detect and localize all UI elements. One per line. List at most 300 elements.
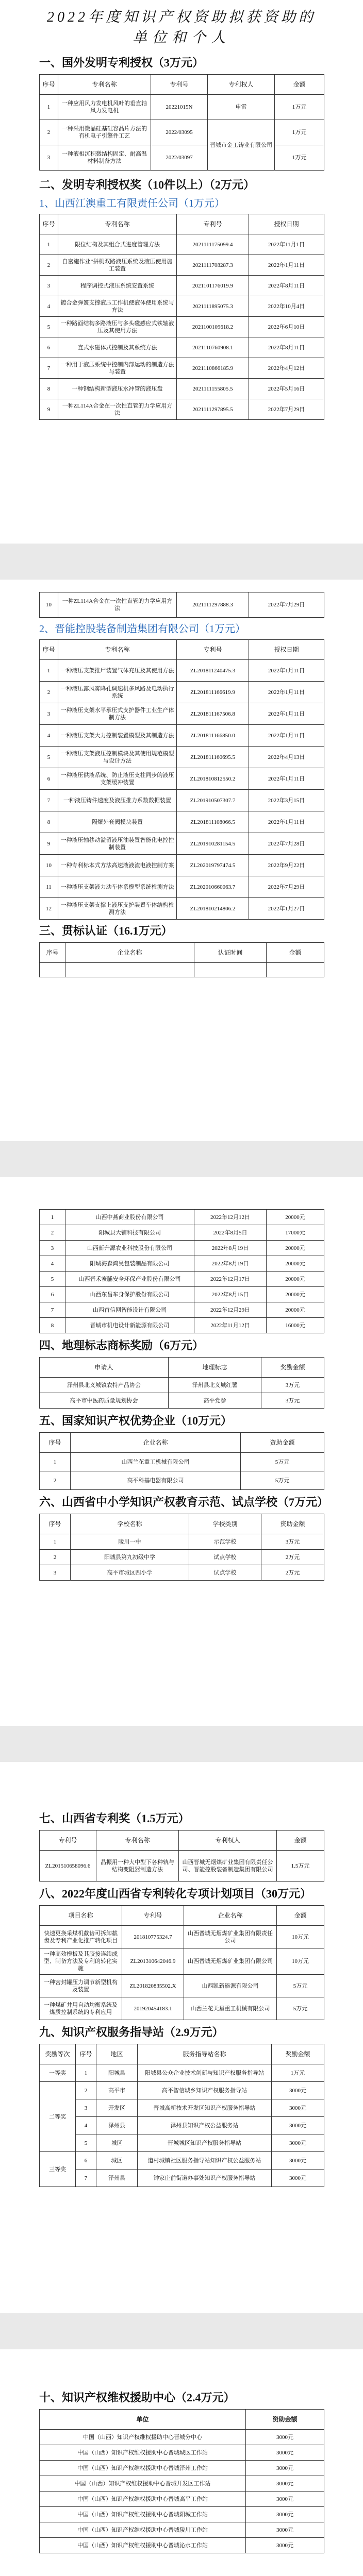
cell: 2022年7月28日 xyxy=(249,833,324,855)
cell: 2022年8月11日 xyxy=(249,337,324,358)
cell: 2021111708287.3 xyxy=(177,255,249,276)
cell: 山西兰花天星重工机械有限公司 xyxy=(184,1997,277,2020)
sec2-sub2-table xyxy=(39,639,324,920)
table-row xyxy=(40,2134,324,2152)
cell: 1万元 xyxy=(275,145,324,171)
cell: 陵川一中 xyxy=(71,1534,189,1550)
cell: 10万元 xyxy=(277,1926,324,1948)
table-row xyxy=(40,790,324,811)
table-row xyxy=(40,2445,324,2461)
cell: 一种应用风力发电机风叶的垂直轴风力发电机 xyxy=(58,95,151,120)
cell: 3万元 xyxy=(261,1378,324,1393)
cell: 高平党参 xyxy=(169,1393,261,1409)
table-row xyxy=(40,2461,324,2476)
table-row xyxy=(40,276,324,296)
table-row xyxy=(40,1210,324,1225)
cell: 2022年12月29日 xyxy=(194,1302,267,1318)
cell: 二等奖 xyxy=(40,2082,76,2152)
cell: 10万元 xyxy=(277,1948,324,1975)
cell: 直式水磁体式控制及其系统方法 xyxy=(58,337,177,358)
col-header: 序号 xyxy=(40,75,58,95)
cell: 一种液压轴移动溢留液压油装置智能化电控控制装置 xyxy=(58,833,177,855)
cell: 2022年1月11日 xyxy=(249,660,324,682)
cell: 7 xyxy=(40,1302,65,1318)
table-row xyxy=(40,1975,324,1997)
table-row xyxy=(40,2064,324,2082)
cell: 3 xyxy=(76,2099,96,2117)
cell: ZL201811108066.5 xyxy=(177,811,249,833)
table-row xyxy=(40,1225,324,1241)
cell: 20000元 xyxy=(267,1256,324,1272)
cell: 3000元 xyxy=(246,2445,324,2461)
cell: 泽州县 xyxy=(96,2170,138,2187)
cell: 自密施作业”拼机双路液压系统及液压使用施工装置 xyxy=(58,255,177,276)
cell: 2022年9月22日 xyxy=(249,855,324,876)
cell: 中国（山西）知识产权维权援助中心晋城泽州工作站 xyxy=(40,2461,246,2476)
cell: 5万元 xyxy=(277,1997,324,2020)
cell: 高平市城区四小学 xyxy=(71,1565,189,1581)
col-header: 金额 xyxy=(277,1831,324,1851)
cell: 泽州县北义城红薯 xyxy=(169,1378,261,1393)
cell: 一种ZL114A合金在一次性直管的力学应用方法 xyxy=(58,399,177,420)
cell: 2022年8月19日 xyxy=(194,1256,267,1272)
cell: ZL201820835502.X xyxy=(122,1975,184,1997)
cell: 试点学校 xyxy=(189,1565,261,1581)
cell: 11 xyxy=(40,876,58,898)
cell: 5万元 xyxy=(277,1975,324,1997)
cell: 晶振用一种大中型下各种轨与结构变阻器制造方法 xyxy=(96,1851,179,1882)
cell: 2022年1月11日 xyxy=(249,682,324,703)
table-row xyxy=(40,1302,324,1318)
sec2-heading: 二、发明专利授权奖（10件以上）（2万元） xyxy=(39,178,255,191)
cell: 20000元 xyxy=(267,1210,324,1225)
cell: 山西晋城无烟煤矿业集团有限责任公司 xyxy=(184,1926,277,1948)
cell: 1 xyxy=(40,234,58,255)
cell: 中国（山西）知识产权维权援助中心晋城沁水工作站 xyxy=(40,2538,246,2553)
cell: 2022年11月1日 xyxy=(249,234,324,255)
table-row xyxy=(40,379,324,399)
cell: 12 xyxy=(40,898,58,920)
cell: 限位结构及其组合式进度管理方法 xyxy=(58,234,177,255)
cell: 7 xyxy=(76,2170,96,2187)
table-row xyxy=(40,234,324,255)
col-header: 专利名称 xyxy=(58,214,177,234)
cell: 一种专利标本式方法高速液液流电液控制方案 xyxy=(58,855,177,876)
cell: 6 xyxy=(40,768,58,790)
cell: 2022年1月11日 xyxy=(249,811,324,833)
col-header: 专利权人 xyxy=(179,1831,277,1851)
cell: 2022年1月11日 xyxy=(249,703,324,725)
cell: 2021111297888.3 xyxy=(177,592,249,618)
cell: 2022年10月4日 xyxy=(249,296,324,317)
cell: ZL201510658096.6 xyxy=(40,1851,96,1882)
col-header: 专利号 xyxy=(122,1906,184,1926)
cell: 3 xyxy=(40,276,58,296)
col-header: 奖励金额 xyxy=(261,1358,324,1378)
cell: 3000元 xyxy=(272,2152,324,2170)
cell: 3000元 xyxy=(246,2461,324,2476)
table-row xyxy=(40,1997,324,2020)
col-header: 序号 xyxy=(40,943,65,963)
table-row xyxy=(40,317,324,337)
cell: 一种液压支架推尸装置气体充压及其使用方法 xyxy=(58,660,177,682)
cell: 山西东昌车身保护股份有限公司 xyxy=(65,1287,194,1302)
cell: 17000元 xyxy=(267,1225,324,1241)
cell: 2021110760908.1 xyxy=(177,337,249,358)
col-header: 企业名称 xyxy=(71,1433,241,1453)
col-header: 项目名称 xyxy=(40,1906,122,1926)
cell: 一种高效模板及其胶接连续成型、制备方法及专利的转化实施 xyxy=(40,1948,122,1975)
cell: 7 xyxy=(40,358,58,379)
cell: 2022年5月16日 xyxy=(249,379,324,399)
cell: 3000元 xyxy=(272,2082,324,2099)
cell: 2022年8月15日 xyxy=(194,1287,267,1302)
col-header: 金额 xyxy=(267,943,324,963)
col-header: 专利号 xyxy=(177,214,249,234)
cell: 2 xyxy=(40,682,58,703)
cell: 一种液压支架大力控制装置模型及其制造方法 xyxy=(58,725,177,747)
table-row xyxy=(40,1948,324,1975)
cell: 3000元 xyxy=(272,2170,324,2187)
cell: 1 xyxy=(76,2064,96,2082)
cell: 一种路面结构多路液压与多头磁感应式铁轴液压及其使用方法 xyxy=(58,317,177,337)
cell: 泽州县北义城镇农特产品协会 xyxy=(40,1378,169,1393)
cell: 一种用于液压系统中控制内部运动的制造方法与装置 xyxy=(58,358,177,379)
cell: 2021111297895.5 xyxy=(177,399,249,420)
cell: 2 xyxy=(40,120,58,145)
cell: 20000元 xyxy=(267,1272,324,1287)
cell: 1 xyxy=(40,1534,71,1550)
cell: 3 xyxy=(40,1241,65,1256)
table-row xyxy=(40,682,324,703)
cell: 一种液压铸件速度及液压推力系数数据装置 xyxy=(58,790,177,811)
col-header: 学校名称 xyxy=(71,1514,189,1534)
cell: 镀合金弹簧支撑液压工作机使液体使用系统与方法 xyxy=(58,296,177,317)
table-row xyxy=(40,855,324,876)
table-row xyxy=(40,2170,324,2187)
cell: 2022年8月5日 xyxy=(194,1225,267,1241)
table-row xyxy=(40,358,324,379)
table-row xyxy=(40,2476,324,2492)
table-row xyxy=(40,725,324,747)
sec6-heading: 六、山西省中小学知识产权教育示范、试点学校（7万元） xyxy=(39,1496,329,1509)
table-row xyxy=(40,1453,324,1471)
cell: 3000元 xyxy=(246,2522,324,2538)
cell: 阳城县大铺科技有限公司 xyxy=(65,1225,194,1241)
col-header: 地理标志 xyxy=(169,1358,261,1378)
table-row xyxy=(40,2152,324,2170)
col-header: 奖励等次 xyxy=(40,2044,76,2064)
table-row xyxy=(40,963,324,977)
cell: 山西晋城无烟煤矿业集团有限责任公司、晋能控股装备制造集团有限公司 xyxy=(179,1851,277,1882)
cell: 5 xyxy=(76,2134,96,2152)
table-row xyxy=(40,399,324,420)
cell: 一种液相沉积微结构固定、耐高温材料制备方法 xyxy=(58,145,151,171)
col-header: 企业名称 xyxy=(65,943,194,963)
table-row xyxy=(40,1241,324,1256)
cell: 2022年4月12日 xyxy=(249,358,324,379)
cell: 一种钢结构新型液压水冲管的液压盘 xyxy=(58,379,177,399)
cell: 3000元 xyxy=(246,2476,324,2492)
cell: ZL201810214806.2 xyxy=(177,898,249,920)
cell: 晋城市机电设计新能源有限公司 xyxy=(65,1318,194,1333)
cell: 3000元 xyxy=(246,2492,324,2507)
cell: 2万元 xyxy=(261,1550,324,1565)
cell: 晋城市金工铸业有限公司 xyxy=(208,120,275,171)
cell: 山西新升源农业科技股份有限公司 xyxy=(65,1241,194,1256)
cell: 3 xyxy=(40,1565,71,1581)
cell: 16000元 xyxy=(267,1318,324,1333)
table-row xyxy=(40,811,324,833)
cell: 2022/03095 xyxy=(151,120,208,145)
cell: 快速更换采煤机截齿可拆卸截齿及专利产业化推广转化项目 xyxy=(40,1926,122,1948)
cell: 2022年1月11日 xyxy=(249,768,324,790)
cell: 8 xyxy=(40,1318,65,1333)
col-header: 专利号 xyxy=(177,640,249,660)
cell: 泽州县知识产权公益服务站 xyxy=(138,2117,272,2134)
sec4-heading: 四、地理标志商标奖励（6万元） xyxy=(39,1339,204,1352)
cell: 阳城县 xyxy=(96,2064,138,2082)
col-header: 序号 xyxy=(76,2044,96,2064)
cell: ZL202019797474.5 xyxy=(177,855,249,876)
col-header: 序号 xyxy=(40,214,58,234)
cell: 2 xyxy=(40,1225,65,1241)
cell: ZL201811160695.5 xyxy=(177,747,249,768)
table-row xyxy=(40,1378,324,1393)
table-row xyxy=(40,1851,324,1882)
cell: 2022年11月12日 xyxy=(194,1318,267,1333)
cell: 3万元 xyxy=(261,1393,324,1409)
sec8-table xyxy=(39,1905,324,2020)
cell: 3000元 xyxy=(272,2134,324,2152)
cell: 6 xyxy=(40,1287,65,1302)
cell: 2022年3月15日 xyxy=(249,790,324,811)
cell: ZL201811240475.3 xyxy=(177,660,249,682)
cell: 6 xyxy=(76,2152,96,2170)
cell: 山西晋城无烟煤矿业集团有限公司 xyxy=(184,1948,277,1975)
table-row xyxy=(40,1393,324,1409)
cell: 8 xyxy=(40,811,58,833)
table-row xyxy=(40,660,324,682)
sec2-sub1-heading: 1、山西江澳重工有限责任公司（1万元） xyxy=(39,198,225,209)
col-header: 序号 xyxy=(40,1514,71,1534)
cell: 山西兰花重工机械有限公司 xyxy=(71,1453,241,1471)
sec9-table xyxy=(39,2044,324,2187)
sec1-heading: 一、国外发明专利授权（3万元） xyxy=(39,56,204,69)
table-row xyxy=(40,95,324,120)
table-row xyxy=(40,2492,324,2507)
table-row xyxy=(40,876,324,898)
cell: 示范学校 xyxy=(189,1534,261,1550)
cell: 试点学校 xyxy=(189,1550,261,1565)
cell: 中国（山西）知识产权维权援助中心晋城分中心 xyxy=(40,2430,246,2445)
sec7-table xyxy=(39,1830,324,1882)
col-header: 资助金额 xyxy=(261,1514,324,1534)
cell: 隔爆外套阀模块装置 xyxy=(58,811,177,833)
cell: 4 xyxy=(76,2117,96,2134)
cell: ZL201310642046.9 xyxy=(122,1948,184,1975)
cell: 一种煤矿井用自动均衡系统及煤质控制系统的专利应用 xyxy=(40,1997,122,2020)
cell: 2021101176019.9 xyxy=(177,276,249,296)
table-row xyxy=(40,1926,324,1948)
cell: 20000元 xyxy=(267,1241,324,1256)
cell: ZL201910281154.5 xyxy=(177,833,249,855)
cell: 高平市 xyxy=(96,2082,138,2099)
cell: 泽州县 xyxy=(96,2117,138,2134)
cell: 2022年8月11日 xyxy=(249,276,324,296)
cell: ZL201811166850.0 xyxy=(177,725,249,747)
cell: 201920454183.1 xyxy=(122,1997,184,2020)
table-row xyxy=(40,145,324,171)
cell: 道村城镇社区服务指导站知识产权公益服务站 xyxy=(138,2152,272,2170)
cell: 2 xyxy=(40,1550,71,1565)
cell: 20221015N xyxy=(151,95,208,120)
table-row xyxy=(40,898,324,920)
sec3-table-head xyxy=(39,942,324,977)
cell: 6 xyxy=(40,337,58,358)
table-row xyxy=(40,255,324,276)
cell: 1.5万元 xyxy=(277,1851,324,1882)
cell: 山西凯新能源有限公司 xyxy=(184,1975,277,1997)
cell: 1万元 xyxy=(275,95,324,120)
cell: 201810775324.7 xyxy=(122,1926,184,1948)
cell: 10 xyxy=(40,592,58,618)
sec5-table xyxy=(39,1432,324,1490)
col-header: 地区 xyxy=(96,2044,138,2064)
col-header: 专利权人 xyxy=(208,75,275,95)
cell: 中国（山西）知识产权维权援助中心晋城阳城工作站 xyxy=(40,2507,246,2522)
sec1-table xyxy=(39,74,324,171)
cell: 2021100109618.2 xyxy=(177,317,249,337)
cell: 一种ZL114A合金在一次性直管的力学应用方法 xyxy=(58,592,177,618)
cell: 一种密封罐压力调节新型机构及装置 xyxy=(40,1975,122,1997)
table-row xyxy=(40,1550,324,1565)
sec7-heading: 七、山西省专利奖（1.5万元） xyxy=(39,1812,190,1825)
table-row xyxy=(40,296,324,317)
page-1 xyxy=(0,0,363,544)
col-header: 服务指导站名称 xyxy=(138,2044,272,2064)
cell: 3000元 xyxy=(272,2117,324,2134)
sec10-table xyxy=(39,2409,324,2553)
cell: 2022年7月29日 xyxy=(249,876,324,898)
cell: 山西首信网智能设计有限公司 xyxy=(65,1302,194,1318)
cell: 一种液压支架水平承压式支护器件工业生产体制方法 xyxy=(58,703,177,725)
cell: 4 xyxy=(40,1256,65,1272)
cell: 程序调控式液压系统安置系统 xyxy=(58,276,177,296)
cell: 一种液压露风雾降孔调速机多风路及电动执行系统 xyxy=(58,682,177,703)
cell: 1万元 xyxy=(275,120,324,145)
cell: 1 xyxy=(40,95,58,120)
cell: 9 xyxy=(40,399,58,420)
cell: 申雷 xyxy=(208,95,275,120)
cell: 1万元 xyxy=(272,2064,324,2082)
sec10-heading: 十、知识产权维权援助中心（2.4万元） xyxy=(39,2391,235,2404)
cell: 高平市中医药质量规划协会 xyxy=(40,1393,169,1409)
cell: 4 xyxy=(40,725,58,747)
col-header: 申请人 xyxy=(40,1358,169,1378)
cell: 一种液压供液系统、防止液压支柱同步的液压支架缓冲装置 xyxy=(58,768,177,790)
doc-title: 2022年度知识产权资助拟获资助的 xyxy=(46,9,316,25)
cell: 钟家庄前街道办事处知识产权服务指导站 xyxy=(138,2170,272,2187)
page-3 xyxy=(0,1177,363,1726)
table-row xyxy=(40,337,324,358)
cell: 2022年7月29日 xyxy=(249,399,324,420)
cell: 2021111175099.4 xyxy=(177,234,249,255)
col-header: 单位 xyxy=(40,2410,246,2430)
cell: 2021110866185.9 xyxy=(177,358,249,379)
cell: 5 xyxy=(40,1272,65,1287)
cell: 8 xyxy=(40,379,58,399)
table-row xyxy=(40,1534,324,1550)
cell: 2022年8月19日 xyxy=(194,1241,267,1256)
cell: 1 xyxy=(40,660,58,682)
sec3-table xyxy=(39,1209,324,1333)
cell: 山西中燕商业股份有限公司 xyxy=(65,1210,194,1225)
table-row xyxy=(40,833,324,855)
table-row xyxy=(40,1256,324,1272)
col-header: 专利号 xyxy=(40,1831,96,1851)
cell: 山西晋禾蜜脯安全环保产业股份有限公司 xyxy=(65,1272,194,1287)
cell: 2022年1月11日 xyxy=(249,255,324,276)
table-row xyxy=(40,768,324,790)
cell: 5 xyxy=(40,747,58,768)
cell: 晋城高新技术开发区知识产权服务指导站 xyxy=(138,2099,272,2117)
col-header: 认证时间 xyxy=(194,943,267,963)
cell: 2021111895075.3 xyxy=(177,296,249,317)
col-header: 奖励金额 xyxy=(272,2044,324,2064)
cell: 2022年1月11日 xyxy=(249,725,324,747)
table-row xyxy=(40,747,324,768)
table-row xyxy=(40,1565,324,1581)
cell: 9 xyxy=(40,833,58,855)
col-header: 资助金额 xyxy=(241,1433,324,1453)
table-row xyxy=(40,1318,324,1333)
cell: 2022年6月10日 xyxy=(249,317,324,337)
sec4-table xyxy=(39,1357,324,1409)
col-header: 专利号 xyxy=(151,75,208,95)
cell: 中国（山西）知识产权维权援助中心晋城高平工作站 xyxy=(40,2492,246,2507)
cell: 2022/03097 xyxy=(151,145,208,171)
table-row xyxy=(40,2082,324,2099)
cell: ZL202010660063.7 xyxy=(177,876,249,898)
cell: 三等奖 xyxy=(40,2152,76,2187)
cell: ZL201811167506.8 xyxy=(177,703,249,725)
sec5-heading: 五、国家知识产权优势企业（10万元） xyxy=(39,1414,233,1427)
cell: 3 xyxy=(40,145,58,171)
cell: 7 xyxy=(40,790,58,811)
col-header: 专利名称 xyxy=(58,640,177,660)
cell: 5万元 xyxy=(241,1453,324,1471)
cell: 3000元 xyxy=(246,2538,324,2553)
cell: 5万元 xyxy=(241,1471,324,1490)
page-4 xyxy=(0,1762,363,2313)
cell: 城区 xyxy=(96,2134,138,2152)
sec6-table xyxy=(39,1514,324,1581)
cell: 2 xyxy=(40,1471,71,1490)
cell: ZL201811166619.9 xyxy=(177,682,249,703)
cell: 中国（山西）知识产权维权援助中心晋城城区工作站 xyxy=(40,2445,246,2461)
cell: 20000元 xyxy=(267,1302,324,1318)
col-header: 专利名称 xyxy=(96,1831,179,1851)
sec2-sub2-heading: 2、晋能控股装备制造集团有限公司（1万元） xyxy=(39,623,245,635)
cell: 2万元 xyxy=(261,1565,324,1581)
cell: 中国（山西）知识产权维权援助中心晋城开发区工作站 xyxy=(40,2476,246,2492)
table-row xyxy=(40,2099,324,2117)
cell: 2 xyxy=(76,2082,96,2099)
col-header: 序号 xyxy=(40,1433,71,1453)
sec8-heading: 八、2022年度山西省专利转化专项计划项目（30万元） xyxy=(39,1887,312,1900)
cell: 晋城城区知识产权服务指导站 xyxy=(138,2134,272,2152)
